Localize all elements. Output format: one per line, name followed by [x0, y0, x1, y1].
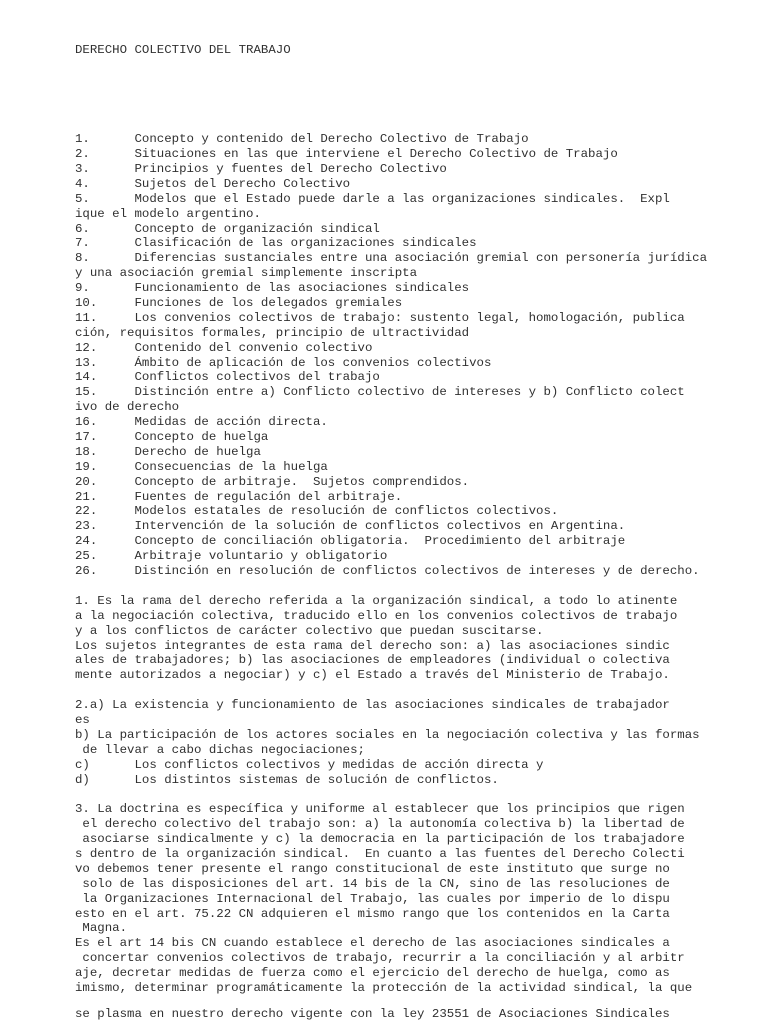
- text-line: la Organizaciones Internacional del Trabajo, las cuales por imperio de lo dispu: [75, 891, 670, 906]
- text-line: ales de trabajadores; b) las asociaciones de empleadores (individual o colectiva: [75, 653, 670, 668]
- text-line: esto en el art. 75.22 CN adquieren el mismo rango que los contenidos en la Carta: [75, 906, 670, 921]
- blank-line: [75, 683, 735, 698]
- text-line: 5. Modelos que el Estado puede darle a las organizaciones sindicales. Expl: [75, 191, 670, 206]
- text-line: Los sujetos integrantes de esta rama del derecho son: a) las asociaciones sindic: [75, 638, 670, 653]
- text-line: 14. Conflictos colectivos del trabajo: [75, 370, 380, 385]
- document-lines: [75, 132, 735, 996]
- text-line: 4. Sujetos del Derecho Colectivo: [75, 176, 351, 191]
- text-line: 11. Los convenios colectivos de trabajo: sustento legal, homologación, publica: [75, 310, 685, 325]
- text-line: 10. Funciones de los delegados gremiales: [75, 296, 403, 311]
- text-line: d) Los distintos sistemas de solución de conflictos.: [75, 772, 499, 787]
- text-line: 6. Concepto de organización sindical: [75, 221, 380, 236]
- text-line: 23. Intervención de la solución de conflictos colectivos en Argentina.: [75, 519, 626, 534]
- text-line: 7. Clasificación de las organizaciones sindicales: [75, 236, 477, 251]
- text-line: 25. Arbitraje voluntario y obligatorio: [75, 549, 388, 564]
- text-line: y a los conflictos de carácter colectivo que puedan suscitarse.: [75, 623, 544, 638]
- text-line: a la negociación colectiva, traducido ello en los convenios colectivos de trabajo: [75, 608, 678, 623]
- text-line: 8. Diferencias sustanciales entre una asociación gremial con personería jurídica: [75, 251, 708, 266]
- text-line: 2.a) La existencia y funcionamiento de las asociaciones sindicales de trabajador: [75, 698, 670, 713]
- text-line: de llevar a cabo dichas negociaciones;: [75, 742, 365, 757]
- text-line: solo de las disposiciones del art. 14 bis de la CN, sino de las resoluciones de: [75, 876, 670, 891]
- text-line: 21. Fuentes de regulación del arbitraje.: [75, 489, 403, 504]
- text-line: 16. Medidas de acción directa.: [75, 415, 328, 430]
- text-line: ción, requisitos formales, principio de ultractividad: [75, 325, 470, 340]
- text-line: ique el modelo argentino.: [75, 206, 261, 221]
- text-line: 20. Concepto de arbitraje. Sujetos comprendidos.: [75, 474, 470, 489]
- text-line: 1. Es la rama del derecho referida a la organización sindical, a todo lo atinente: [75, 593, 678, 608]
- text-line: ivo de derecho: [75, 400, 180, 415]
- text-line: 24. Concepto de conciliación obligatoria. Procedimiento del arbitraje: [75, 534, 626, 549]
- text-line: 2. Situaciones en las que interviene el Derecho Colectivo de Trabajo: [75, 147, 618, 162]
- text-line: mente autorizados a negociar) y c) el Estado a través del Ministerio de Trabajo.: [75, 668, 670, 683]
- text-line: 17. Concepto de huelga: [75, 430, 269, 445]
- text-line: 22. Modelos estatales de resolución de conflictos colectivos.: [75, 504, 559, 519]
- text-line: 3. La doctrina es específica y uniforme al establecer que los principios que rigen: [75, 802, 685, 817]
- blank-line: [75, 88, 735, 103]
- blank-line: [75, 787, 735, 802]
- text-line: b) La participación de los actores sociales en la negociación colectiva y las formas: [75, 727, 700, 742]
- text-line: Magna.: [75, 921, 128, 936]
- document-title: DERECHO COLECTIVO DEL TRABAJO: [75, 42, 291, 57]
- text-line: 1. Concepto y contenido del Derecho Colectivo de Trabajo: [75, 132, 529, 147]
- text-line: Es el art 14 bis CN cuando establece el derecho de las asociaciones sindicales a: [75, 936, 670, 951]
- blank-line: [75, 579, 735, 594]
- text-line: 15. Distinción entre a) Conflicto colectivo de intereses y b) Conflicto colect: [75, 385, 685, 400]
- text-line: 19. Consecuencias de la huelga: [75, 459, 328, 474]
- text-line: 13. Ámbito de aplicación de los convenios colectivos: [75, 355, 492, 370]
- text-line: vo debemos tener presente el rango constitucional de este instituto que surge no: [75, 861, 670, 876]
- page-bottom-line: se plasma en nuestro derecho vigente con la ley 23551 de Asociaciones Sindicales: [75, 1007, 670, 1021]
- text-line: s dentro de la organización sindical. En cuanto a las fuentes del Derecho Colecti: [75, 846, 685, 861]
- document-body: [75, 13, 735, 1026]
- text-line: asociarse sindicalmente y c) la democracia en la participación de los trabajadore: [75, 832, 685, 847]
- text-line: c) Los conflictos colectivos y medidas de acción directa y: [75, 757, 544, 772]
- text-line: 26. Distinción en resolución de conflictos colectivos de intereses y de derecho.: [75, 564, 700, 579]
- text-line: es: [75, 712, 90, 727]
- text-line: 12. Contenido del convenio colectivo: [75, 340, 373, 355]
- text-line: aje, decretar medidas de fuerza como el ejercicio del derecho de huelga, como as: [75, 966, 670, 981]
- text-line: y una asociación gremial simplemente inscripta: [75, 266, 418, 281]
- text-line: concertar convenios colectivos de trabajo, recurrir a la conciliación y al arbitr: [75, 951, 685, 966]
- text-line: 9. Funcionamiento de las asociaciones sindicales: [75, 281, 470, 296]
- text-line: el derecho colectivo del trabajo son: a) la autonomía colectiva b) la libertad de: [75, 817, 685, 832]
- text-line: imismo, determinar programáticamente la protección de la actividad sindical, la que: [75, 980, 693, 995]
- text-line: 18. Derecho de huelga: [75, 444, 261, 459]
- text-line: 3. Principios y fuentes del Derecho Colectivo: [75, 162, 447, 176]
